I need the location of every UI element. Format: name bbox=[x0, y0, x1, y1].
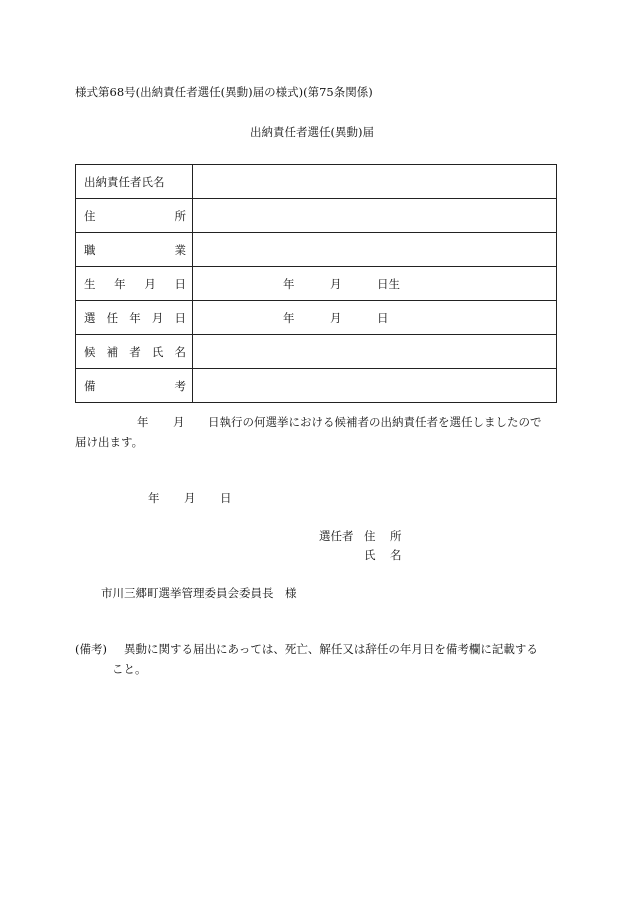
row-label: 職 業 bbox=[76, 233, 193, 267]
occupation-field[interactable] bbox=[193, 233, 557, 267]
form-table bbox=[75, 164, 557, 403]
table-row bbox=[76, 335, 557, 369]
table-row bbox=[76, 165, 557, 199]
table-row bbox=[76, 369, 557, 403]
appointment-date-field[interactable]: 年 月 日 bbox=[193, 301, 557, 335]
table-row bbox=[76, 233, 557, 267]
candidate-name-field[interactable] bbox=[193, 335, 557, 369]
table-row bbox=[76, 267, 557, 301]
table-row bbox=[76, 199, 557, 233]
row-label: 出納責任者氏名 bbox=[76, 165, 193, 199]
document-title: 出納責任者選任(異動)届 bbox=[250, 125, 374, 139]
table-row bbox=[76, 301, 557, 335]
birth-date-field[interactable]: 年 月 日生 bbox=[193, 267, 557, 301]
remarks-field[interactable] bbox=[193, 369, 557, 403]
address-field[interactable] bbox=[193, 199, 557, 233]
addressee: 市川三郷町選挙管理委員会委員長 様 bbox=[101, 586, 297, 600]
row-label: 選 任 年 月 日 bbox=[76, 301, 193, 335]
form-reference: 様式第68号(出納責任者選任(異動)届の様式)(第75条関係) bbox=[75, 85, 373, 99]
row-label: 生 年 月 日 bbox=[76, 267, 193, 301]
row-label: 候 補 者 氏 名 bbox=[76, 335, 193, 369]
row-label: 備 考 bbox=[76, 369, 193, 403]
treasurer-name-field[interactable] bbox=[193, 165, 557, 199]
row-label: 住 所 bbox=[76, 199, 193, 233]
